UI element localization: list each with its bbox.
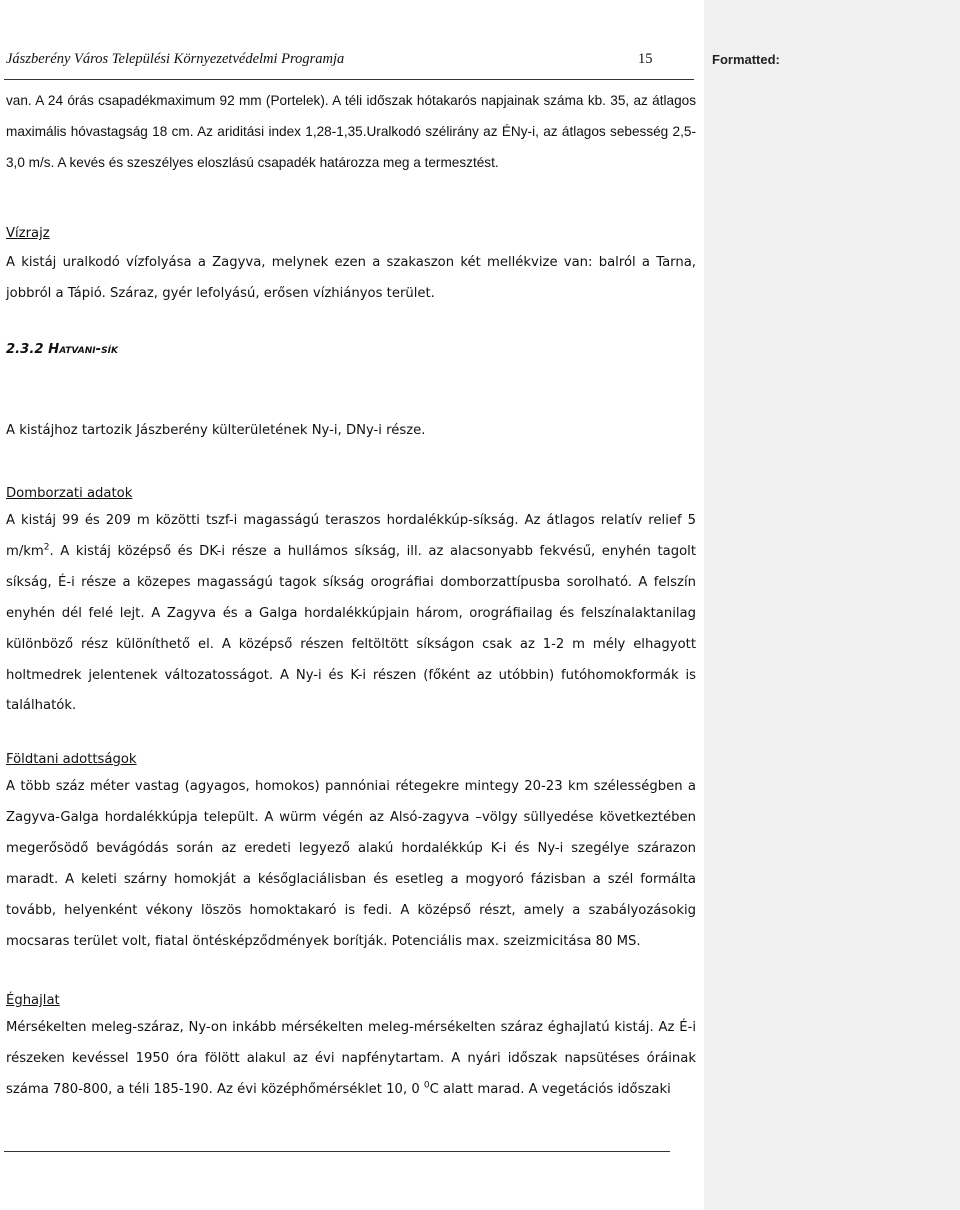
vizrajz-paragraph: A kistáj uralkodó vízfolyása a Zagyva, melynek ezen a szakaszon két mellékvize van: balról a Tarna, jobbról a Tápió. Száraz, gyér lefolyású, erősen vízhiányos terület. (6, 255, 696, 301)
comment-margin-panel (704, 0, 960, 1210)
footer-divider (4, 1151, 670, 1152)
page-number: 15 (638, 51, 653, 67)
eghajlat-heading: Éghajlat (6, 993, 60, 1008)
foldtan-heading: Földtani adottságok (6, 752, 137, 767)
eghajlat-text-part1: Mérsékelten meleg-száraz, Ny-on inkább mérsékelten meleg-mérsékelten száraz éghajlatú kistáj. Az É-i részeken kevéssel 1950 óra fölött alakul az évi napfénytartam. A nyári időszak napsütéses óráinak száma 780-800, a téli 185-190. Az évi középhőmérséklet 10, 0 (6, 1020, 696, 1097)
domborzat-text-part1: A kistáj 99 és 209 m közötti tszf-i magasságú teraszos hordalékkúp-síkság. Az átlagos relatív relief 5 m/km (6, 513, 696, 559)
formatted-comment-label[interactable]: Formatted: (712, 52, 780, 67)
domborzat-heading: Domborzati adatok (6, 486, 133, 501)
vizrajz-heading: Vízrajz (6, 226, 50, 241)
domborzat-paragraph (6, 506, 696, 722)
domborzat-superscript: 2 (43, 542, 50, 553)
eghajlat-text-part2: C alatt marad. A vegetációs időszaki (429, 1081, 671, 1097)
foldtan-paragraph: A több száz méter vastag (agyagos, homokos) pannóniai rétegekre mintegy 20-23 km szélességben a Zagyva-Galga hordalékkúpja települt. A würm végén az Alsó-zagyva –völgy süllyedése következtében megerősödő bevágódás során az eredeti legyező alakú hordalékkúp K-i és Ny-i szegélye szárazon maradt. A keleti szárny homokját a későglaciálisban és esetleg a mogyoró fázisban a szél formálta tovább, helyenként vékony löszös homoktakaró is fedi. A középső részt, amely a szabályozásokig mocsaras terület volt, fiatal öntésképződmények borítják. Potenciális max. szeizmicitása 80 MS. (6, 779, 696, 949)
eghajlat-superscript: 0 (423, 1080, 430, 1091)
header-divider (4, 79, 694, 80)
section-intro-paragraph: A kistájhoz tartozik Jászberény külterületének Ny-i, DNy-i része. (6, 423, 426, 438)
section-title: Hatvani-sík (48, 342, 118, 357)
section-heading-2-3-2 (6, 342, 118, 357)
domborzat-text-part2: . A kistáj középső és DK-i része a hullámos síkság, ill. az alacsonyabb fekvésű, enyhén tagolt síkság, É-i része a közepes magasságú tagok síkság orográfiai domborzattípusba sorolható. A felszín enyhén dél felé lejt. A Zagyva és a Galga hordalékkúpjain három, orográfiailag és felszínalaktanilag különböző rész különíthető el. A középső részen feltöltött síkságon csak az 1-2 m mély elhagyott holtmedrek jelentenek változatosságot. A Ny-i és K-i részen (főként az utóbbin) futóhomokformák is találhatók. (6, 543, 696, 714)
eghajlat-paragraph (6, 1013, 696, 1106)
header-title: Jászberény Város Települési Környezetvédelmi Programja (6, 51, 345, 67)
section-number: 2.3.2 (6, 342, 44, 357)
intro-paragraph: van. A 24 órás csapadékmaximum 92 mm (Portelek). A téli időszak hótakarós napjainak száma kb. 35, az átlagos maximális hóvastagság 18 cm. Az ariditási index 1,28-1,35.Uralkodó szélirány az ÉNy-i, az átlagos sebesség 2,5-3,0 m/s. A kevés és szeszélyes eloszlású csapadék határozza meg a termesztést. (6, 93, 696, 170)
